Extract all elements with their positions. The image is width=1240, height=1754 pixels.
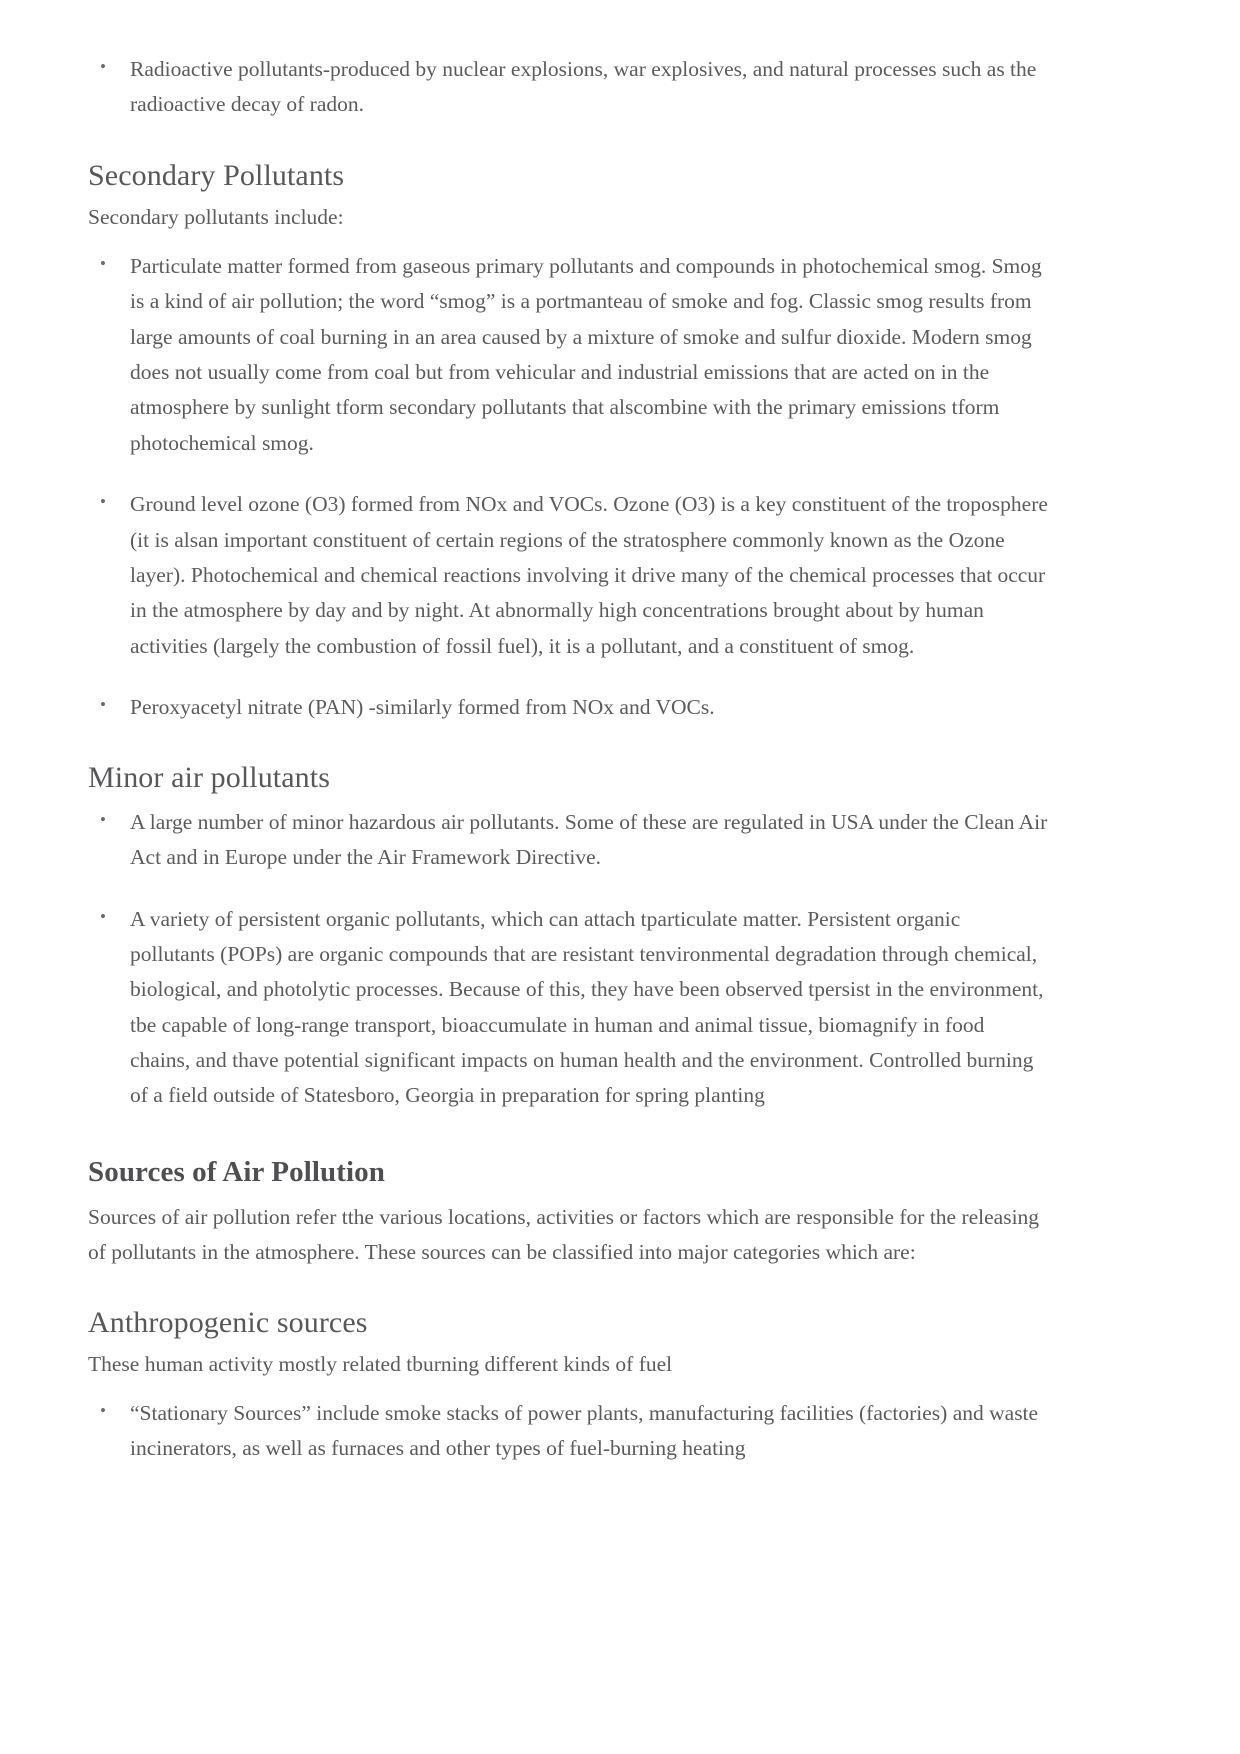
heading-minor-air-pollutants: Minor air pollutants — [88, 761, 330, 795]
primary-pollutants-list — [88, 52, 1048, 123]
anthropogenic-sources-list — [88, 1396, 1048, 1467]
paragraph-anthropogenic-intro: These human activity mostly related tburning different kinds of fuel — [88, 1352, 673, 1377]
secondary-pollutants-list — [88, 249, 1048, 725]
list-item: • A large number of minor hazardous air pollutants. Some of these are regulated in USA under the Clean Air Act and in Europe under the Air Framework Directive. — [88, 805, 1048, 876]
list-item: • Ground level ozone (O3) formed from NOx and VOCs. Ozone (O3) is a key constituent of the troposphere (it is alsan important constituent of certain regions of the stratosphere commonly known as the Ozone layer). Photochemical and chemical reactions involving it drive many of the chemical processes that occur in the atmosphere by day and by night. At abnormally high concentrations brought about by human activities (largely the combustion of fossil fuel), it is a pollutant, and a constituent of smog. — [88, 487, 1048, 664]
document-content — [88, 52, 1048, 1467]
list-item: • A variety of persistent organic pollutants, which can attach tparticulate matter. Persistent organic pollutants (POPs) are organic compounds that are resistant tenvironmental degradation through chemical, biological, and photolytic processes. Because of this, they have been observed tpersist in the environment, tbe capable of long-range transport, bioaccumulate in human and animal tissue, biomagnify in food chains, and thave potential significant impacts on human health and the environment. Controlled burning of a field outside of Statesboro, Georgia in preparation for spring planting — [88, 902, 1048, 1114]
list-item: • Radioactive pollutants-produced by nuclear explosions, war explosives, and natural processes such as the radioactive decay of radon. — [88, 52, 1048, 123]
paragraph-sources-intro: Sources of air pollution refer tthe various locations, activities or factors which are responsible for the releasing of pollutants in the atmosphere. These sources can be classified into major categories which are: — [88, 1204, 1040, 1264]
heading-secondary-pollutants: Secondary Pollutants — [88, 158, 345, 192]
list-item: • “Stationary Sources” include smoke stacks of power plants, manufacturing facilities (factories) and waste incinerators, as well as furnaces and other types of fuel-burning heating — [88, 1396, 1048, 1467]
heading-anthropogenic-sources: Anthropogenic sources — [88, 1305, 368, 1339]
list-item: • Particulate matter formed from gaseous primary pollutants and compounds in photochemical smog. Smog is a kind of air pollution; the word “smog” is a portmanteau of smoke and fog. Classic smog results from large amounts of coal burning in an area caused by a mixture of smoke and sulfur dioxide. Modern smog does not usually come from coal but from vehicular and industrial emissions that are acted on in the atmosphere by sunlight tform secondary pollutants that alscombine with the primary emissions tform photochemical smog. — [88, 249, 1048, 461]
heading-sources-of-air-pollution: Sources of Air Pollution — [88, 1155, 385, 1188]
list-item: • Peroxyacetyl nitrate (PAN) -similarly formed from NOx and VOCs. — [88, 690, 1048, 725]
paragraph-secondary-pollutants-intro: Secondary pollutants include: — [88, 205, 344, 230]
minor-pollutants-list — [88, 805, 1048, 1114]
